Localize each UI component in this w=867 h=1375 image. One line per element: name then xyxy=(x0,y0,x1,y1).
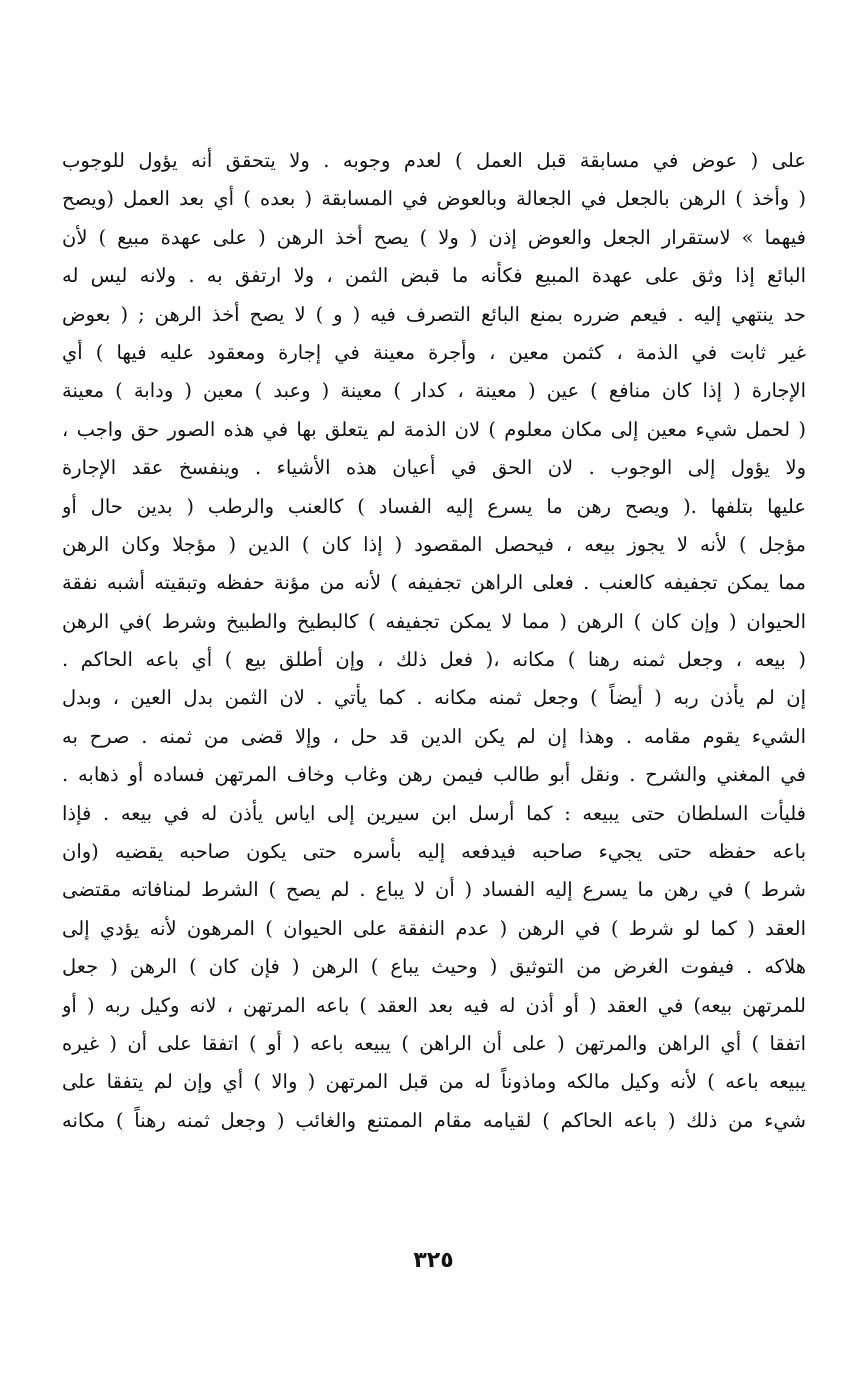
text-line: حد ينتهي إليه . فيعم ضرره بمنع البائع التصرف فيه ( و ) لا يصح أخذ الرهن ; ( بعوض xyxy=(62,302,806,326)
text-line: يبيعه باعه ) لأنه وكيل مالكه وماذوناً له من قبل المرتهن ( والا ) أي وإن لم يتفقا على xyxy=(62,1070,806,1094)
text-line: غير ثابت في الذمة ، كثمن معين ، وأجرة معينة في إجارة ومعقود عليه فيها ) أي xyxy=(62,340,806,364)
text-line: على ( عوض في مسابقة قبل العمل ) لعدم وجوبه . ولا يتحقق أنه يؤول للوجوب xyxy=(62,149,806,172)
text-line: الإجارة ( إذا كان منافع ) عين ( معينة ، كدار ) معينة ( وعبد ) معين ( ودابة ) معينة xyxy=(62,379,806,403)
text-line: العقد ( كما لو شرط ) في الرهن ( عدم النفقة على الحيوان ) المرهون لأنه يؤدي إلى xyxy=(62,916,806,940)
text-line: شرط ) في رهن ما يسرع إليه الفساد ( أن لا يباع . لم يصح ) الشرط لمنافاته مقتضى xyxy=(62,878,806,902)
body-text xyxy=(62,142,806,1140)
text-line: هلاكه . فيفوت الغرض من التوثيق ( وحيث يباع ) الرهن ( فإن كان ) الرهن ( جعل xyxy=(62,955,806,979)
text-line: للمرتهن بيعه) في العقد ( أو أذن له فيه بعد العقد ) باعه المرتهن ، لانه وكيل ربه ( أو xyxy=(62,993,806,1017)
text-line: إن لم يأذن ربه ( أيضاً ) وجعل ثمنه مكانه . كما يأتي . لان الثمن بدل العين ، وبدل xyxy=(62,686,806,710)
text-line: فيهما » لاستقرار الجعل والعوض إذن ( ولا ) يصح أخذ الرهن ( على عهدة مبيع ) لأن xyxy=(62,225,806,249)
text-line: عليها بتلفها .( ويصح رهن ما يسرع إليه الفساد ) كالعنب والرطب ( بدين حال أو xyxy=(62,494,806,518)
text-line: في المغني والشرح . ونقل أبو طالب فيمن رهن وغاب وخاف المرتهن فساده أو ذهابه . xyxy=(62,763,806,787)
text-line: الحيوان ( وإن كان ) الرهن ( مما لا يمكن تجفيفه ) كالبطيخ والطبيخ وشرط )في الرهن xyxy=(62,609,806,633)
text-line: البائع إذا وثق على عهدة المبيع فكأنه ما قبض الثمن ، ولا ارتفق به . ولانه ليس له xyxy=(62,264,806,288)
page-number: ٣٢٥ xyxy=(413,1248,454,1273)
text-line: ( بيعه ، وجعل ثمنه رهنا ) مكانه ،( فعل ذلك ، وإن أطلق بيع ) أي باعه الحاكم . xyxy=(62,648,806,672)
text-line: ( لحمل شيء معين إلى مكان معلوم ) لان الذمة لم يتعلق بها في هذه الصور حق واجب ، xyxy=(62,417,806,441)
text-line: مما يمكن تجفيفه كالعنب . فعلى الراهن تجفيفه ) لأنه من مؤنة حفظه وتبقيته أشبه نفقة xyxy=(62,571,806,595)
text-line: ( وأخذ ) الرهن بالجعل في الجعالة وبالعوض في المسابقة ( بعده ) أي بعد العمل (ويصح xyxy=(62,187,806,211)
text-line: شيء من ذلك ( باعه الحاكم ) لقيامه مقام الممتنع والغائب ( وجعل ثمنه رهناً ) مكانه xyxy=(62,1108,806,1132)
text-line: باعه حفظه حتى يجيء صاحبه فيدفعه إليه بأسره حتى يكون صاحبه يقضيه (وان xyxy=(62,840,806,864)
text-line: فليأت السلطان حتى يبيعه : كما أرسل ابن سيرين إلى اياس يأذن له في بيعه . فإذا xyxy=(62,801,806,825)
text-line: اتفقا ) أي الراهن والمرتهن ( على أن الراهن ) يبيعه باعه ( أو ) اتفقا على أن ( غيره xyxy=(62,1031,806,1055)
text-line: ولا يؤول إلى الوجوب . لان الحق في أعيان هذه الأشياء . وينفسخ عقد الإجارة xyxy=(62,456,806,480)
text-line: مؤجل ) لأنه لا يجوز بيعه ، فيحصل المقصود ( إذا كان ) الدين ( مؤجلا وكان الرهن xyxy=(62,532,806,556)
text-line: الشيء يقوم مقامه . وهذا إن لم يكن الدين قد حل ، وإلا قضى من ثمنه . صرح به xyxy=(62,724,806,748)
